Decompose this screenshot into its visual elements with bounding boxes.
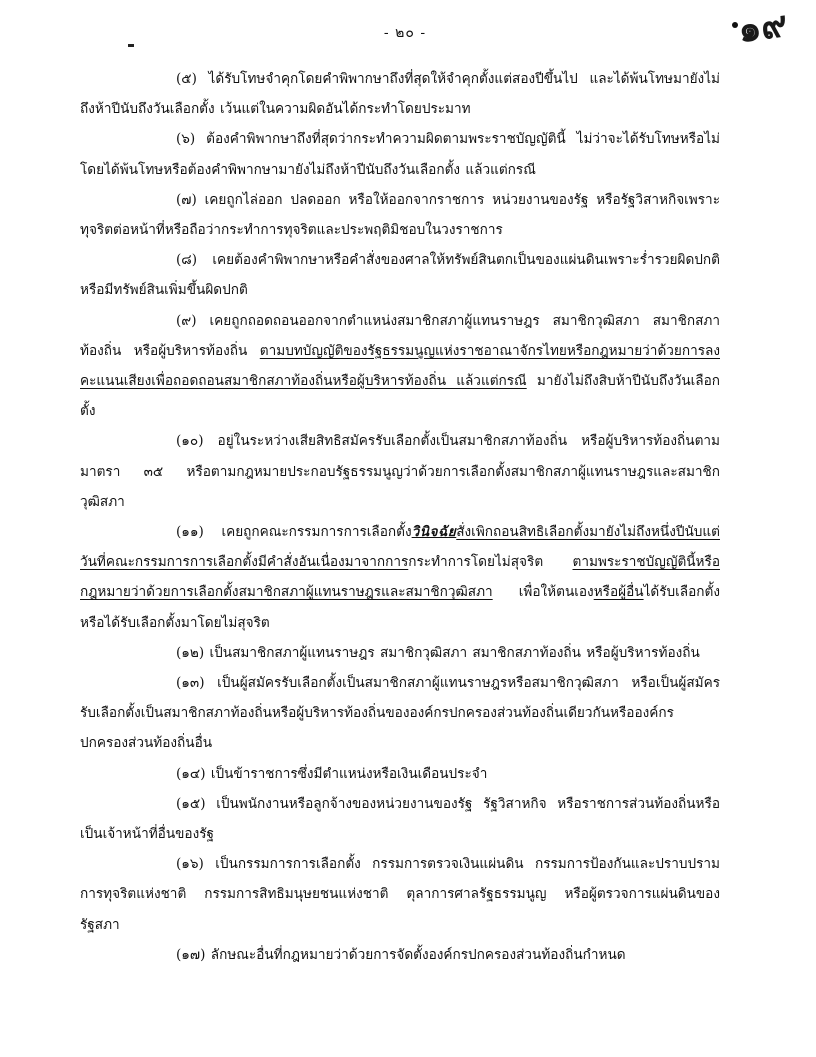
clause-14: (๑๔) เป็นข้าราชการซึ่งมีตำแหน่งหรือเงินเดือนประจำ: [176, 765, 488, 782]
corner-handwritten-mark: ๑๙: [735, 2, 790, 52]
clause-9-text: (๙) เคยถูกถอดถอนออกจากตำแหน่งสมาชิกสภาผู้แทนราษฎร สมาชิกวุฒิสภา สมาชิกสภาท้องถิ่น หรือผู้บริหารท้องถิ่น: [80, 312, 720, 359]
clause-11-tail-a: เพื่อให้ตนเอง: [492, 584, 594, 601]
clause-9: [80, 306, 720, 427]
clause-7: (๗) เคยถูกไล่ออก ปลดออก หรือให้ออกจากราชการ หน่วยงานของรัฐ หรือรัฐวิสาหกิจเพราะทุจริตต่อหน้าที่หรือถือว่ากระทำการทุจริตและประพฤติมิชอบในวงราชการ: [80, 191, 720, 239]
clause-11-amendment-a: สั่งเพิกถอนสิทธิเลือกตั้งมายังไม่ถึงหนึ่งปีนับแต่วันที่คณะกรรมการการเลือกตั้งมีคำสั่งอันเนื่องมาจากการ: [80, 524, 720, 571]
clause-5: (๕) ได้รับโทษจำคุกโดยคำพิพากษาถึงที่สุดให้จำคุกตั้งแต่สองปีขึ้นไป และได้พ้นโทษมายังไม่ถึงห้าปีนับถึงวันเลือกตั้ง เว้นแต่ในความผิดอันได้กระทำโดยประมาท: [80, 71, 720, 118]
clause-11: [80, 517, 720, 638]
clause-13: (๑๓) เป็นผู้สมัครรับเลือกตั้งเป็นสมาชิกสภาผู้แทนราษฎรหรือสมาชิกวุฒิสภา หรือเป็นผู้สมัครรับเลือกตั้งเป็นสมาชิกสภาท้องถิ่นหรือผู้บริหารท้องถิ่นขององค์กรปกครองส่วนท้องถิ่นเดียวกันหรือองค์กรปกครองส่วนท้องถิ่นอื่น: [80, 675, 720, 752]
clause-11-text: (๑๑) เคยถูกคณะกรรมการการเลือกตั้ง: [176, 524, 412, 541]
clause-9-amendment-underline: ตามบทบัญญัติของรัฐธรรมนูญแห่งราชอาณาจักรไทยหรือกฎหมายว่าด้วยการลงคะแนนเสียงเพื่อถอดถอนสมาชิกสภาท้องถิ่นหรือผู้บริหารท้องถิ่น แล้วแต่กรณี: [80, 342, 720, 390]
clause-12: (๑๒) เป็นสมาชิกสภาผู้แทนราษฎร สมาชิกวุฒิสภา สมาชิกสภาท้องถิ่น หรือผู้บริหารท้องถิ่น: [176, 644, 700, 661]
document-body: [80, 64, 720, 970]
clause-9-tail: มายังไม่ถึงสิบห้าปีนับถึงวันเลือกตั้ง: [80, 373, 721, 420]
page-number: - ๒๐ -: [383, 25, 427, 41]
clause-11-amendment-c: หรือผู้อื่น: [593, 584, 644, 601]
clause-11-mid: กระทำการโดยไม่สุจริต: [408, 554, 573, 571]
clause-6: (๖) ต้องคำพิพากษาถึงที่สุดว่ากระทำความผิดตามพระราชบัญญัตินี้ ไม่ว่าจะได้รับโทษหรือไม่ โดยได้พ้นโทษหรือต้องคำพิพากษามายังไม่ถึงห้าปีนับถึงวันเลือกตั้ง แล้วแต่กรณี: [80, 131, 720, 178]
clause-15: (๑๕) เป็นพนักงานหรือลูกจ้างของหน่วยงานของรัฐ รัฐวิสาหกิจ หรือราชการส่วนท้องถิ่นหรือเป็นเจ้าหน้าที่อื่นของรัฐ: [80, 795, 720, 843]
scan-mark: [128, 44, 134, 47]
clause-11-tail-b: ได้รับเลือกตั้ง หรือได้รับเลือกตั้งมาโดยไม่สุจริต: [80, 584, 720, 631]
clause-8: (๘) เคยต้องคำพิพากษาหรือคำสั่งของศาลให้ทรัพย์สินตกเป็นของแผ่นดินเพราะร่ำรวยผิดปกติหรือมีทรัพย์สินเพิ่มขึ้นผิดปกติ: [80, 252, 720, 299]
clause-10: (๑๐) อยู่ในระหว่างเสียสิทธิสมัครรับเลือกตั้งเป็นสมาชิกสภาท้องถิ่น หรือผู้บริหารท้องถิ่นตามมาตรา ๓๕ หรือตามกฎหมายประกอบรัฐธรรมนูญว่าด้วยการเลือกตั้งสมาชิกสภาผู้แทนราษฎรและสมาชิกวุฒิสภา: [80, 433, 720, 510]
clause-11-handwritten-insert: วินิจฉัย: [411, 524, 457, 541]
clause-17: (๑๗) ลักษณะอื่นที่กฎหมายว่าด้วยการจัดตั้งองค์กรปกครองส่วนท้องถิ่นกำหนด: [176, 946, 626, 963]
clause-16: (๑๖) เป็นกรรมการการเลือกตั้ง กรรมการตรวจเงินแผ่นดิน กรรมการป้องกันและปราบปรามการทุจริตแห่งชาติ กรรมการสิทธิมนุษยชนแห่งชาติ ตุลาการศาลรัฐธรรมนูญ หรือผู้ตรวจการแผ่นดินของรัฐสภา: [80, 856, 720, 933]
clause-11-amendment-b: ตามพระราชบัญญัตินี้หรือกฎหมายว่าด้วยการเลือกตั้งสมาชิกสภาผู้แทนราษฎรและสมาชิกวุฒิสภา: [80, 554, 720, 601]
